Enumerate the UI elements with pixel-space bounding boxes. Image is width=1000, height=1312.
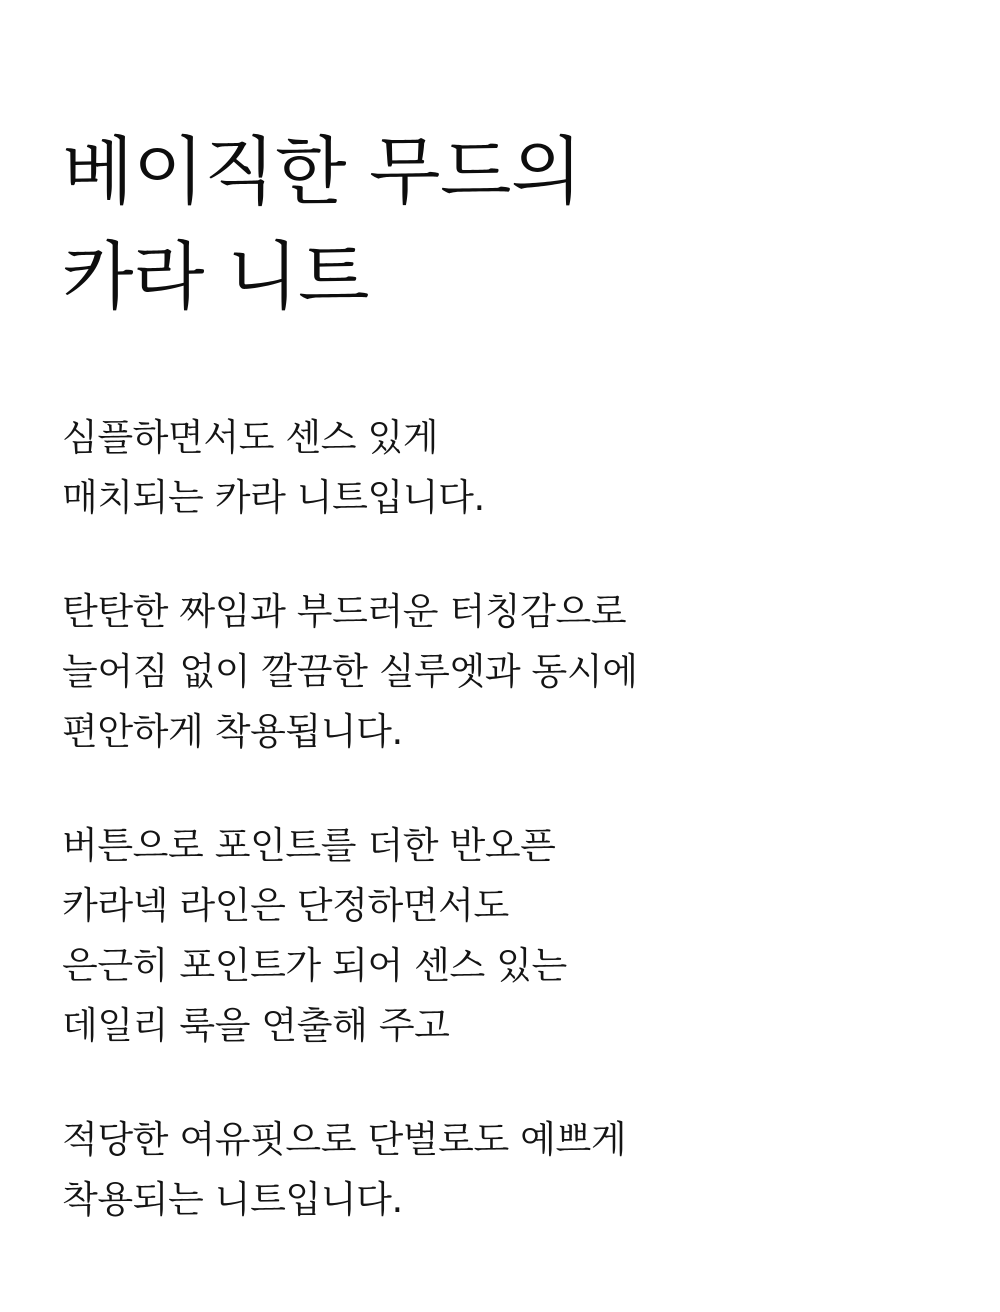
paragraph-3-line-4: 데일리 룩을 연출해 주고 — [62, 1003, 450, 1047]
description-paragraph-3 — [62, 816, 940, 1056]
page-title-line-2: 카라 니트 — [62, 234, 369, 321]
paragraph-4-line-2: 착용되는 니트입니다. — [62, 1177, 403, 1221]
description-paragraph-4 — [62, 1110, 940, 1230]
paragraph-4-line-1: 적당한 여유핏으로 단벌로도 예쁘게 — [62, 1117, 627, 1161]
description-paragraph-1 — [62, 408, 940, 528]
paragraph-2-line-2: 늘어짐 없이 깔끔한 실루엣과 동시에 — [62, 649, 638, 693]
description-body — [62, 408, 940, 1229]
paragraph-3-line-1: 버튼으로 포인트를 더한 반오픈 — [62, 823, 556, 867]
page-title-line-1: 베이직한 무드의 — [62, 129, 582, 215]
paragraph-3-line-3: 은근히 포인트가 되어 센스 있는 — [62, 943, 567, 987]
paragraph-2-line-1: 탄탄한 짜임과 부드러운 터칭감으로 — [62, 590, 627, 634]
page-title — [62, 120, 940, 330]
paragraph-1-line-1: 심플하면서도 센스 있게 — [62, 416, 439, 460]
description-paragraph-2 — [62, 582, 940, 762]
paragraph-1-line-2: 매치되는 카라 니트입니다. — [62, 476, 485, 520]
paragraph-3-line-2: 카라넥 라인은 단정하면서도 — [62, 883, 509, 927]
paragraph-2-line-3: 편안하게 착용됩니다. — [62, 709, 403, 753]
